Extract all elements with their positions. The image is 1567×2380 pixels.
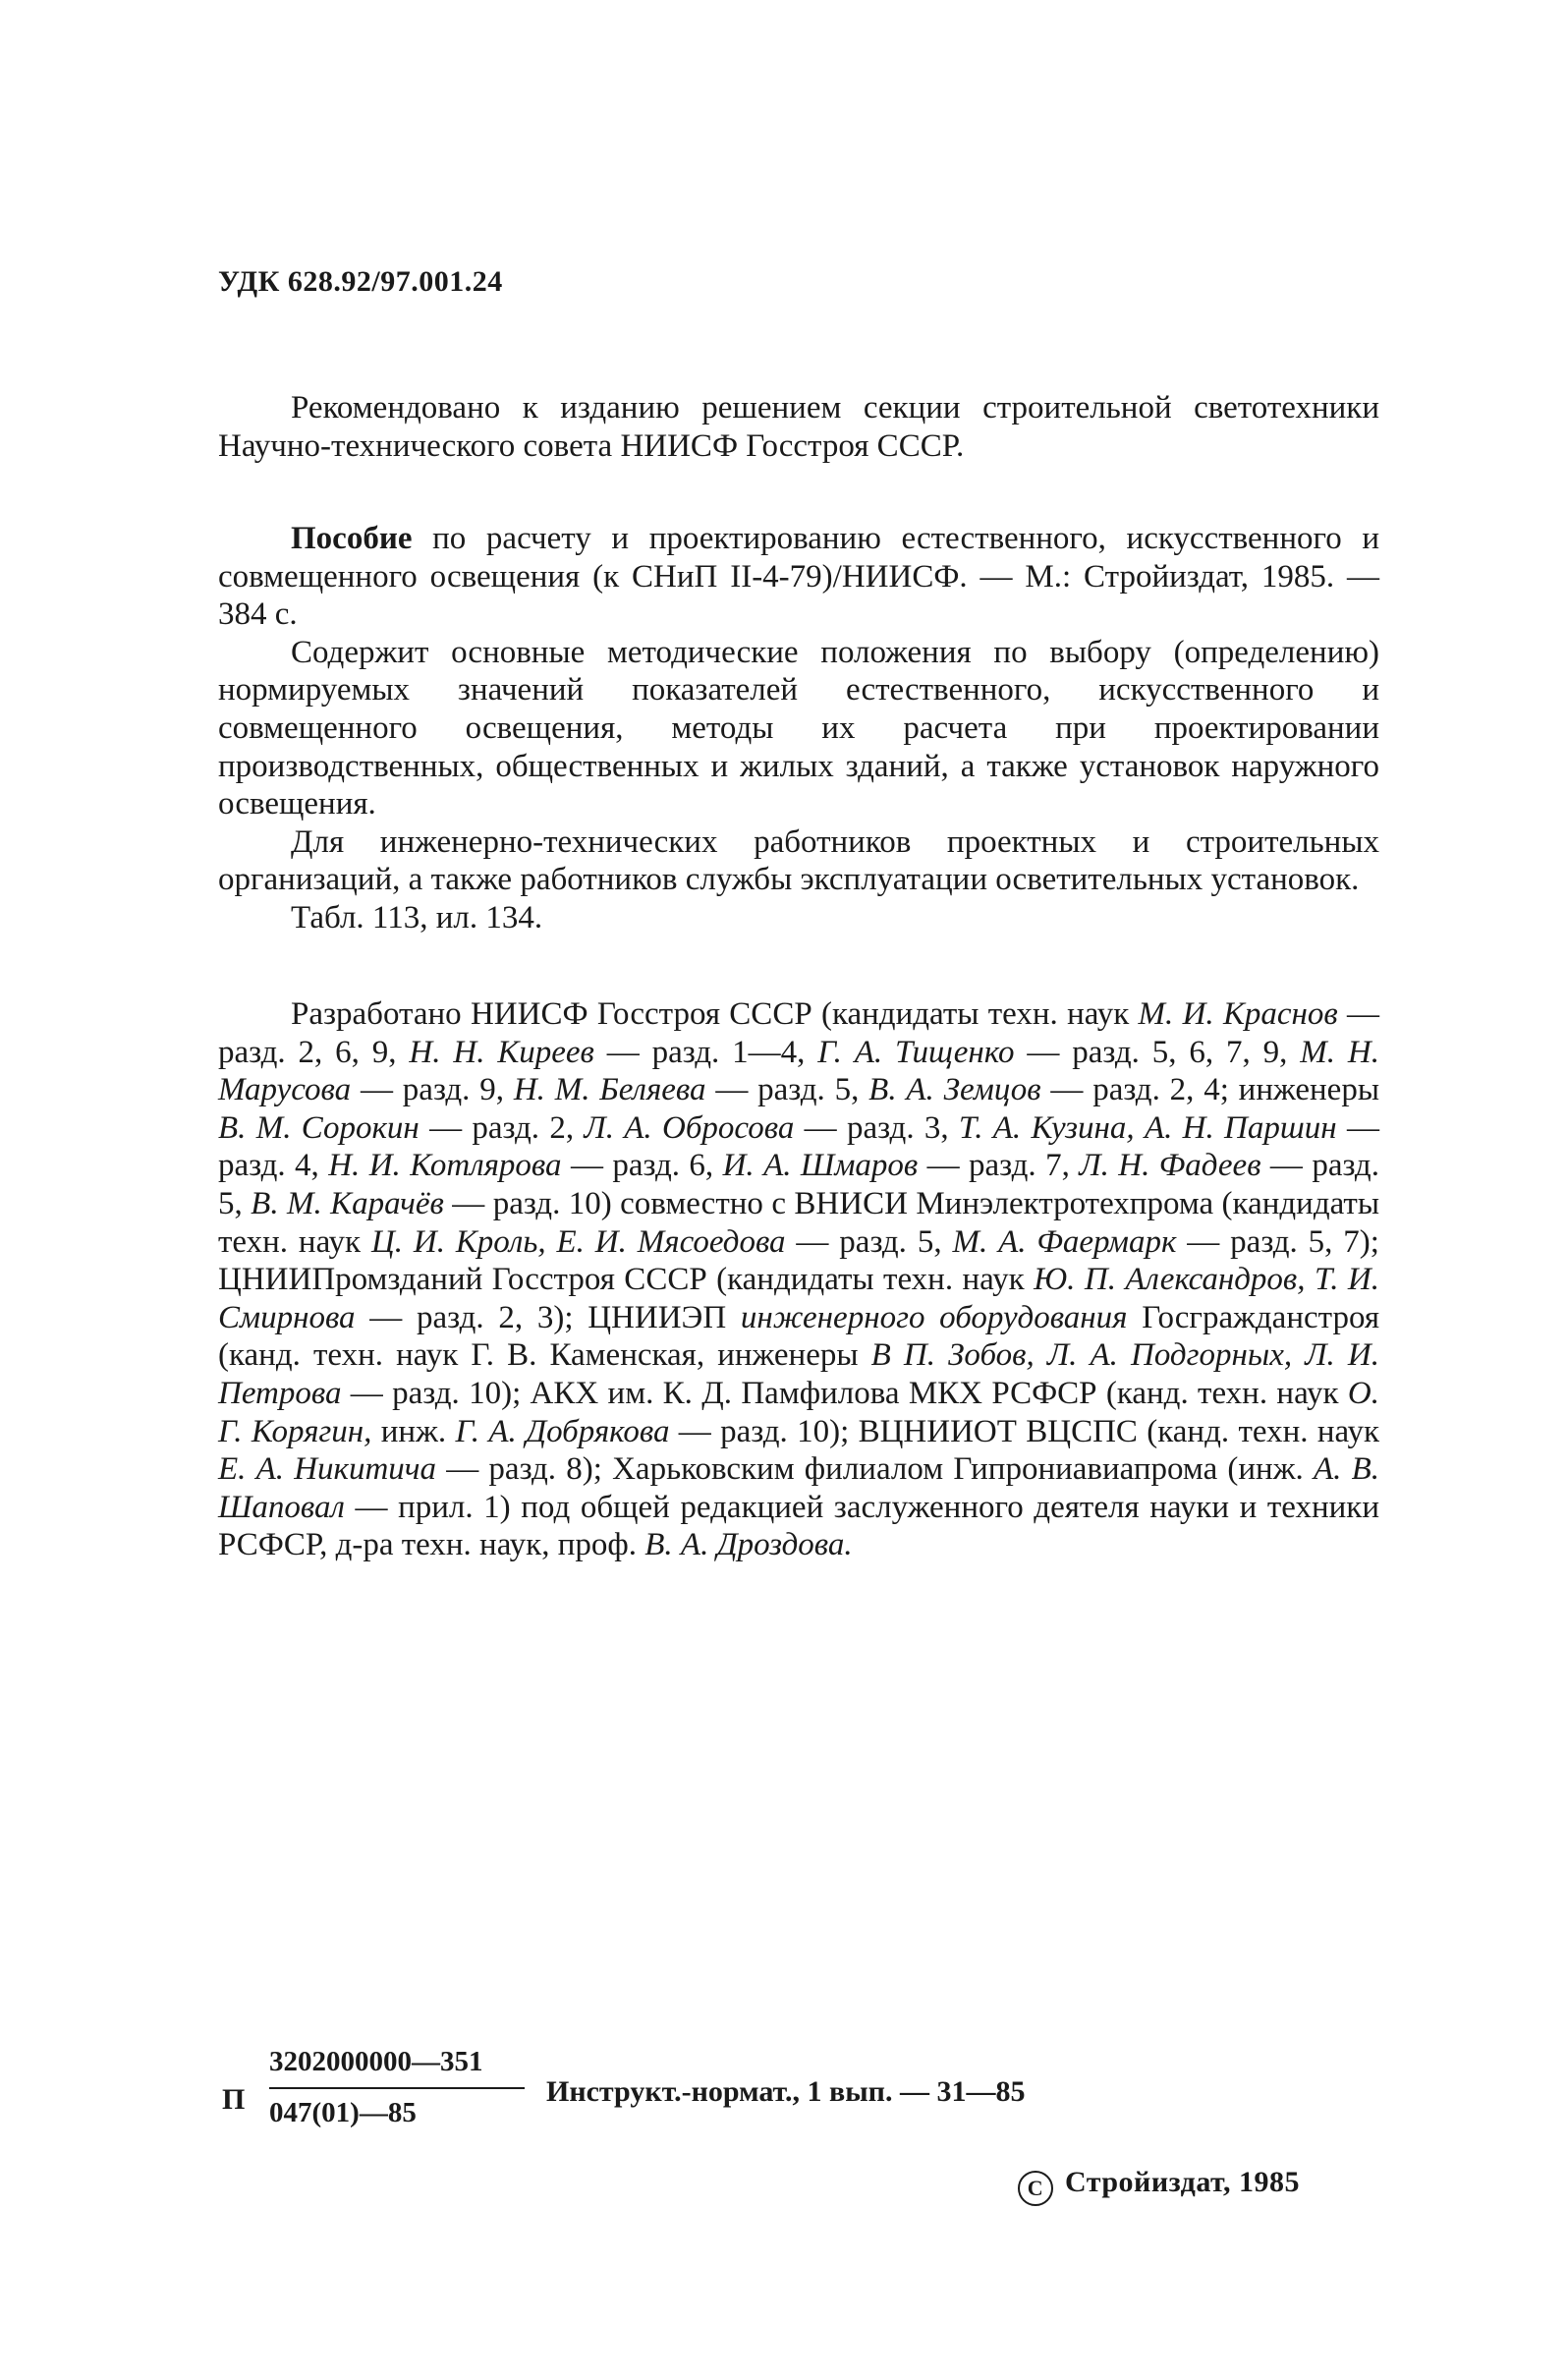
catalog-number: Инструкт.-нормат., 1 вып. — 31—85 <box>546 2075 1026 2108</box>
authors-text: — разд. 2, 6, 9, <box>218 996 1379 1070</box>
authors-text: — разд. 8); Харьковским филиалом Гипрониавиапрома (инж. <box>436 1451 1314 1488</box>
authors-text: — разд. 3, <box>794 1109 959 1146</box>
author-name: Ц. И. Кроль, Е. И. Мясоедова <box>370 1223 786 1260</box>
authors-text: — разд. 10); АКХ им. К. Д. Памфилова МКХ РСФСР (канд. техн. наук <box>341 1375 1348 1411</box>
authors-text: — разд. 5, <box>785 1223 953 1260</box>
authors-text: — разд. 6, <box>561 1148 723 1184</box>
authors-text: Госгражданстроя (канд. техн. наук Г. В. Каменская, инженеры <box>218 1299 1380 1374</box>
author-name: М. Н. Марусова <box>218 1034 1379 1108</box>
author-name: Л. Н. Фадеев <box>1079 1148 1261 1184</box>
author-name: В П. Зобов, Л. А. Подгорных, Л. И. Петрова <box>218 1337 1379 1411</box>
authors-text: — разд. 2, <box>419 1109 585 1146</box>
author-name: Н. Н. Киреев <box>409 1034 594 1070</box>
index-letter: П <box>222 2083 246 2116</box>
author-name: Т. А. Кузина, А. Н. Паршин <box>958 1109 1337 1146</box>
authors-text: — разд. 5, 6, 7, 9, <box>1014 1034 1301 1070</box>
author-name: Г. А. Добрякова <box>455 1413 670 1449</box>
authors-text: — разд. 5, <box>705 1072 869 1108</box>
bibliographic-entry <box>218 520 1379 634</box>
bibliographic-abstract <box>218 520 1379 937</box>
authors-text: инж. <box>371 1413 456 1449</box>
copyright-line <box>1018 2166 1300 2206</box>
index-denominator: 047(01)—85 <box>269 2097 417 2128</box>
author-name: инженерного оборудования <box>740 1299 1128 1335</box>
bibliographic-details: по расчету и проектированию естественного, искусственного и совмещенного освещения (к СНиП II-4-79)/НИИСФ. — М.: Стройиздат, 1985. — 384 с. <box>218 521 1379 633</box>
author-name: Н. М. Беляева <box>513 1072 706 1108</box>
authors-text: — разд. 10) совместно с ВНИСИ Минэлектротехпрома (кандидаты техн. наук <box>218 1185 1380 1260</box>
author-name: М. И. Краснов <box>1138 996 1338 1032</box>
authors-text: — разд. 2, 3); ЦНИИЭП <box>355 1299 741 1335</box>
index-numerator: 3202000000—351 <box>269 2046 483 2077</box>
authors-paragraph <box>218 995 1379 1564</box>
authors-text: — разд. 5, 7); ЦНИИПромзданий Госстроя СССР (кандидаты техн. наук <box>218 1223 1379 1298</box>
authors-text: — разд. 2, 4; инженеры <box>1040 1072 1379 1108</box>
author-name: Е. А. Никитича <box>218 1451 437 1488</box>
abstract-stats: Табл. 113, ил. 134. <box>291 899 543 935</box>
author-name: В. М. Карачёв <box>251 1185 444 1221</box>
recommendation-note <box>218 389 1379 465</box>
author-name: Ю. П. Александров, Т. И. Смирнова <box>218 1262 1379 1335</box>
authors-block <box>218 995 1379 1564</box>
authors-text: — разд. 9, <box>351 1072 514 1108</box>
udk-code: УДК 628.92/97.001.24 <box>218 265 503 298</box>
author-name: Н. И. Котлярова <box>328 1148 562 1184</box>
author-name: В. А. Дроздова. <box>644 1527 853 1563</box>
author-name: И. А. Шмаров <box>722 1148 919 1184</box>
recommendation-text: Рекомендовано к изданию решением секции строительной светотехники Научно-технического совета НИИСФ Госстроя СССР. <box>218 390 1379 464</box>
authors-text: — прил. 1) под общей редакцией заслуженного деятеля науки и техники РСФСР, д-ра техн. наук, проф. <box>218 1489 1379 1563</box>
author-name: Л. А. Обросова <box>584 1109 795 1146</box>
authors-text: — разд. 5, <box>218 1148 1379 1221</box>
authors-text: — разд. 7, <box>918 1148 1080 1184</box>
copyright-icon: C <box>1018 2171 1053 2206</box>
authors-text: — разд. 10); ВЦНИИОТ ВЦСПС (канд. техн. наук <box>669 1413 1379 1449</box>
authors-text: — разд. 4, <box>218 1109 1379 1184</box>
author-name: Г. А. Тищенко <box>817 1034 1015 1070</box>
publication-index <box>222 2046 1401 2144</box>
abstract-content: Содержит основные методические положения по выбору (определению) нормируемых значений показателей естественного, искусственного и совмещенного освещения, методы их расчета при проектировании производственных, общественных и жилых зданий, а также установок наружного освещения. <box>218 634 1379 822</box>
author-name: М. А. Фаермарк <box>952 1223 1177 1260</box>
book-title: Пособие <box>291 521 413 556</box>
copyright-text: Стройиздат, 1985 <box>1065 2166 1301 2198</box>
author-name: А. В. Шаповал <box>218 1451 1379 1525</box>
authors-text: — разд. 1—4, <box>593 1034 818 1070</box>
abstract-audience: Для инженерно-технических работников проектных и строительных организаций, а также работников службы эксплуатации осветительных установок. <box>218 823 1379 898</box>
author-name: В. А. Земцов <box>868 1072 1041 1108</box>
author-name: О. Г. Корягин, <box>218 1375 1379 1449</box>
author-name: В. М. Сорокин <box>218 1109 420 1146</box>
fraction-line <box>269 2087 525 2089</box>
authors-text: Разработано НИИСФ Госстроя СССР (кандидаты техн. наук <box>291 996 1139 1032</box>
